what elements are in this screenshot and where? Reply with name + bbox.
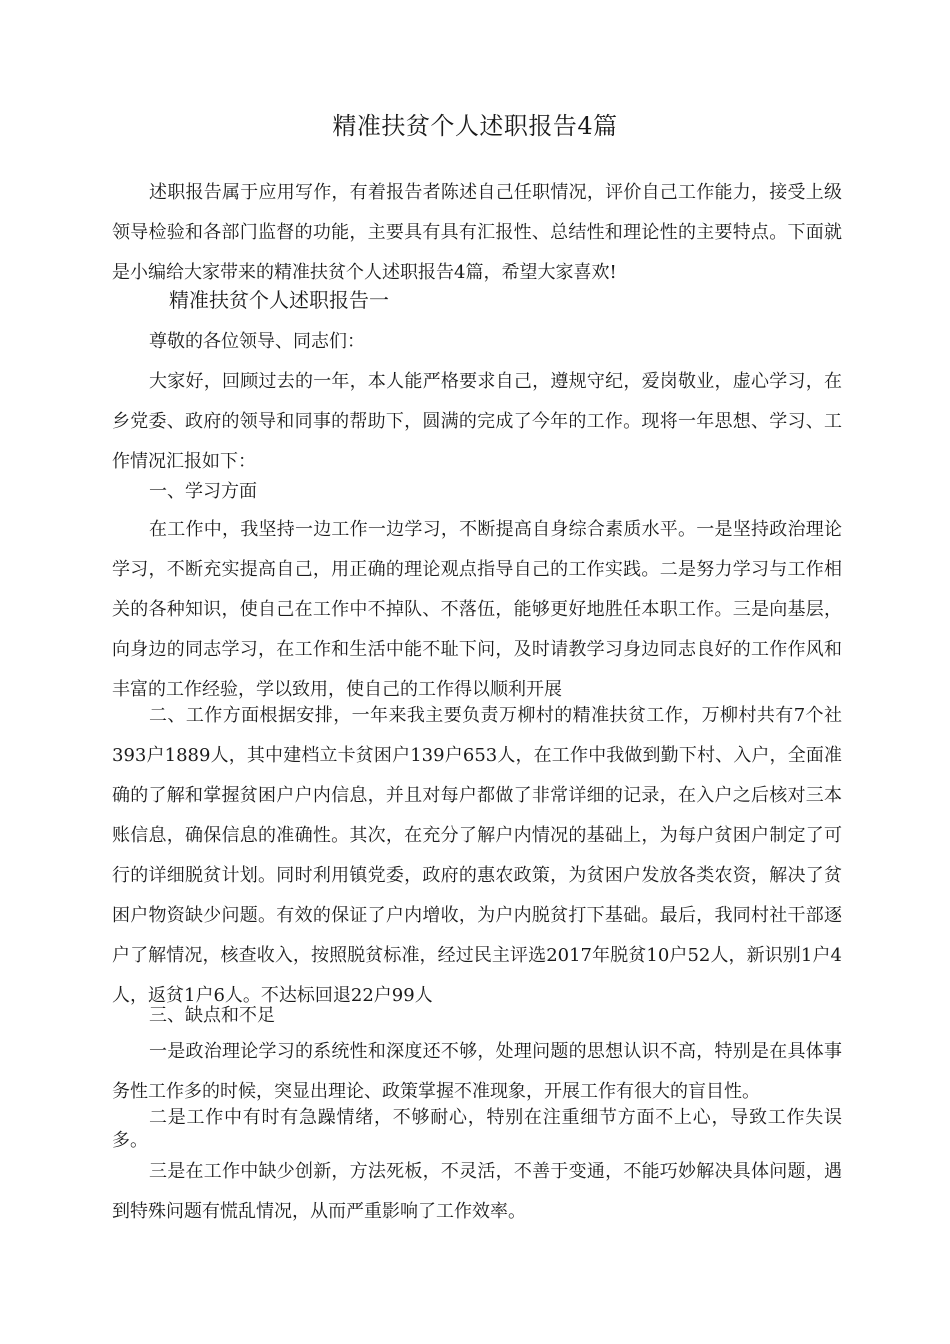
salutation: 尊敬的各位领导、同志们： <box>149 331 365 352</box>
section-1-body: 在工作中，我坚持一边工作一边学习，不断提高自身综合素质水平。一是坚持政治理论学习，不断充实提高自己，用正确的理论观点指导自己的工作实践。二是努力学习与工作相关的各种知识，使自己在工作中不掉队、不落伍，能够更好地胜任本职工作。三是向基层，向身边的同志学习，在工作和生活中能不耻下问，及时请教学习身边同志良好的工作作风和丰富的工作经验，学以致用，使自己的工作得以顺利开展 <box>112 519 842 700</box>
section-3-paragraph-3: 三是在工作中缺少创新，方法死板，不灵活，不善于变通，不能巧妙解决具体问题，遇到特殊问题有慌乱情况，从而严重影响了工作效率。 <box>112 1161 842 1222</box>
section-3-paragraph-2: 二是工作中有时有急躁情绪，不够耐心，特别在注重细节方面不上心，导致工作失误多。 <box>112 1107 842 1151</box>
section-3-heading: 三、缺点和不足 <box>149 1005 275 1026</box>
section-1-heading: 一、学习方面 <box>149 481 257 502</box>
report-heading: 精准扶贫个人述职报告一 <box>169 288 389 312</box>
intro-paragraph: 述职报告属于应用写作，有着报告者陈述自己任职情况，评价自己工作能力，接受上级领导检验和各部门监督的功能，主要具有具有汇报性、总结性和理论性的主要特点。下面就是小编给大家带来的精准扶贫个人述职报告4篇，希望大家喜欢! <box>112 182 842 283</box>
section-2-body: 二、工作方面根据安排，一年来我主要负责万柳村的精准扶贫工作，万柳村共有7个社393户1889人，其中建档立卡贫困户139户653人，在工作中我做到勤下村、入户，全面准确的了解和掌握贫困户户内信息，并且对每户都做了非常详细的记录，在入户之后核对三本账信息，确保信息的准确性。其次，在充分了解户内情况的基础上，为每户贫困户制定了可行的详细脱贫计划。同时利用镇党委，政府的惠农政策，为贫困户发放各类农资，解决了贫困户物资缺少问题。有效的保证了户内增收，为户内脱贫打下基础。最后，我同村社干部逐户了解情况，核查收入，按照脱贫标准，经过民主评选2017年脱贫10户52人，新识别1户4人，返贫1户6人。不达标回退22户99人 <box>112 705 842 1006</box>
document-title: 精准扶贫个人述职报告4篇 <box>332 112 618 140</box>
opening-paragraph: 大家好，回顾过去的一年，本人能严格要求自己，遵规守纪，爱岗敬业，虚心学习，在乡党委、政府的领导和同事的帮助下，圆满的完成了今年的工作。现将一年思想、学习、工作情况汇报如下： <box>112 371 842 472</box>
section-3-paragraph-1: 一是政治理论学习的系统性和深度还不够，处理问题的思想认识不高，特别是在具体事务性工作多的时候，突显出理论、政策掌握不准现象，开展工作有很大的盲目性。 <box>112 1041 842 1102</box>
